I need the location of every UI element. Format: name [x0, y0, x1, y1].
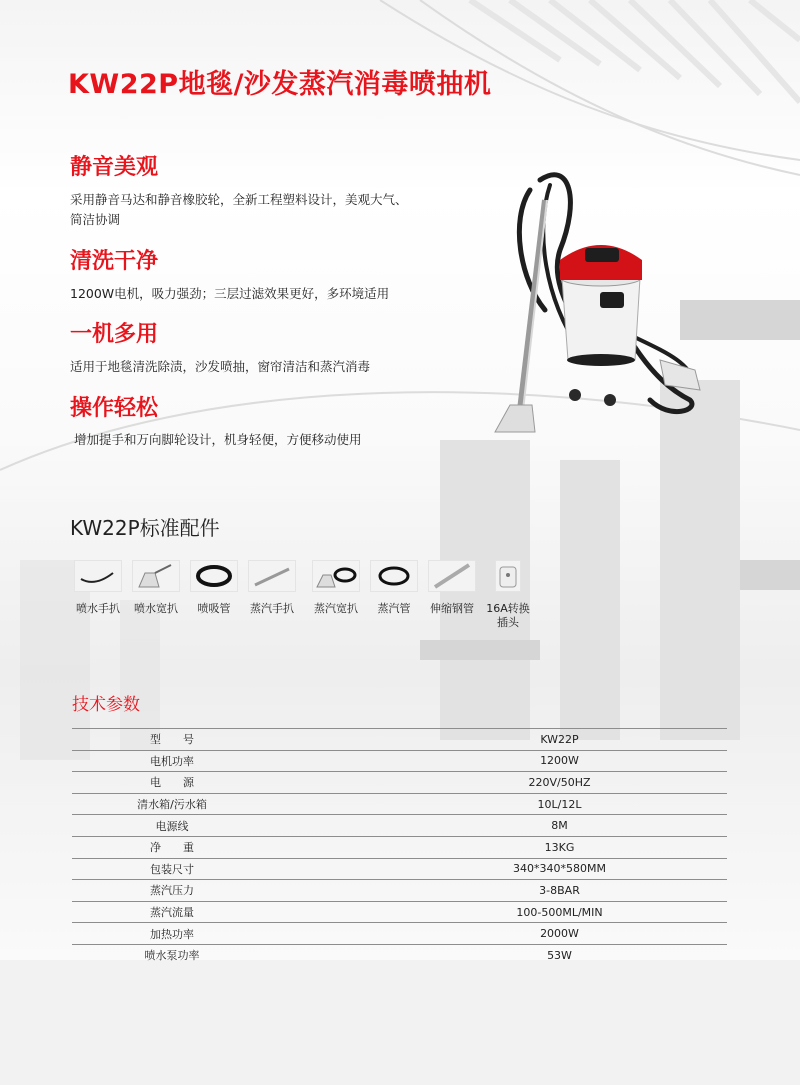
spec-key: 电源线 — [72, 815, 272, 837]
spec-value: 1200W — [272, 750, 727, 772]
accessory-label: 16A转换插头 — [486, 602, 530, 629]
accessory-image — [312, 560, 360, 592]
accessory-image — [370, 560, 418, 592]
table-row — [72, 880, 727, 902]
accessory-item — [188, 560, 240, 616]
accessory-item — [130, 560, 182, 616]
accessory-label: 蒸汽管 — [377, 602, 411, 615]
feature-heading-easy: 操作轻松 — [70, 396, 159, 421]
feature-text-multi: 适用于地毯清洗除渍，沙发喷抽，窗帘清洁和蒸汽消毒 — [70, 359, 371, 374]
spec-value: 2000W — [272, 923, 727, 945]
spec-key: 加热功率 — [72, 923, 272, 945]
accessory-item — [426, 560, 478, 616]
specs-title: 技术参数 — [72, 695, 140, 715]
accessory-image — [132, 560, 180, 592]
feature-text-quiet: 采用静音马达和静音橡胶轮，全新工程塑料设计，美观大气、简洁协调 — [70, 192, 408, 227]
accessory-image — [74, 560, 122, 592]
spec-value: 10L/12L — [272, 793, 727, 815]
feature-heading-clean: 清洗干净 — [70, 249, 159, 274]
accessory-item — [482, 560, 534, 630]
spec-key: 包装尺寸 — [72, 858, 272, 880]
feature-heading-multi: 一机多用 — [70, 322, 159, 347]
accessory-image — [428, 560, 476, 592]
accessory-image — [248, 560, 296, 592]
spec-key: 净 重 — [72, 836, 272, 858]
accessory-label: 伸缩钢管 — [430, 602, 474, 615]
spec-value: 220V/50HZ — [272, 772, 727, 794]
table-row — [72, 815, 727, 837]
accessory-label: 蒸汽宽扒 — [314, 602, 358, 615]
spec-value: 340*340*580MM — [272, 858, 727, 880]
spec-key: 喷水泵功率 — [144, 949, 200, 963]
table-row — [72, 858, 727, 880]
feature-text-clean: 1200W电机，吸力强劲；三层过滤效果更好，多环境适用 — [70, 286, 390, 301]
accessories-list — [72, 560, 532, 630]
accessory-label: 喷吸管 — [197, 602, 231, 615]
feature-heading-quiet: 静音美观 — [70, 155, 159, 180]
spec-value: 100-500ML/MIN — [272, 901, 727, 923]
steam-cleaner-machine-image — [490, 160, 710, 440]
table-row — [72, 772, 727, 794]
table-row — [72, 923, 727, 945]
feature-text-easy: 增加提手和万向脚轮设计，机身轻便，方便移动使用 — [74, 432, 362, 447]
spec-key: 蒸汽流量 — [72, 901, 272, 923]
table-row — [72, 793, 727, 815]
spec-value: 13KG — [272, 836, 727, 858]
table-row — [72, 901, 727, 923]
spec-key: 型 号 — [72, 729, 272, 751]
accessory-label: 蒸汽手扒 — [250, 602, 294, 615]
accessory-label: 喷水手扒 — [76, 602, 120, 615]
spec-key: 电 源 — [72, 772, 272, 794]
accessory-label: 喷水宽扒 — [134, 602, 178, 615]
spec-value: 53W — [547, 948, 572, 962]
accessory-item — [368, 560, 420, 616]
spec-key: 清水箱/污水箱 — [72, 793, 272, 815]
table-row — [72, 944, 727, 965]
accessory-item — [72, 560, 124, 616]
spec-value: KW22P — [272, 729, 727, 751]
table-row — [72, 836, 727, 858]
spec-key: 电机功率 — [72, 750, 272, 772]
accessory-image — [190, 560, 238, 592]
accessory-image — [495, 560, 521, 592]
table-row — [72, 750, 727, 772]
spec-value: 3-8BAR — [272, 880, 727, 902]
accessory-item — [310, 560, 362, 616]
spec-value: 8M — [272, 815, 727, 837]
spec-key: 蒸汽压力 — [72, 880, 272, 902]
table-row — [72, 729, 727, 751]
page-title: KW22P地毯/沙发蒸汽消毒喷抽机 — [68, 69, 492, 100]
accessory-item — [246, 560, 298, 616]
accessories-title: KW22P标准配件 — [70, 516, 220, 540]
specs-table — [72, 728, 727, 966]
